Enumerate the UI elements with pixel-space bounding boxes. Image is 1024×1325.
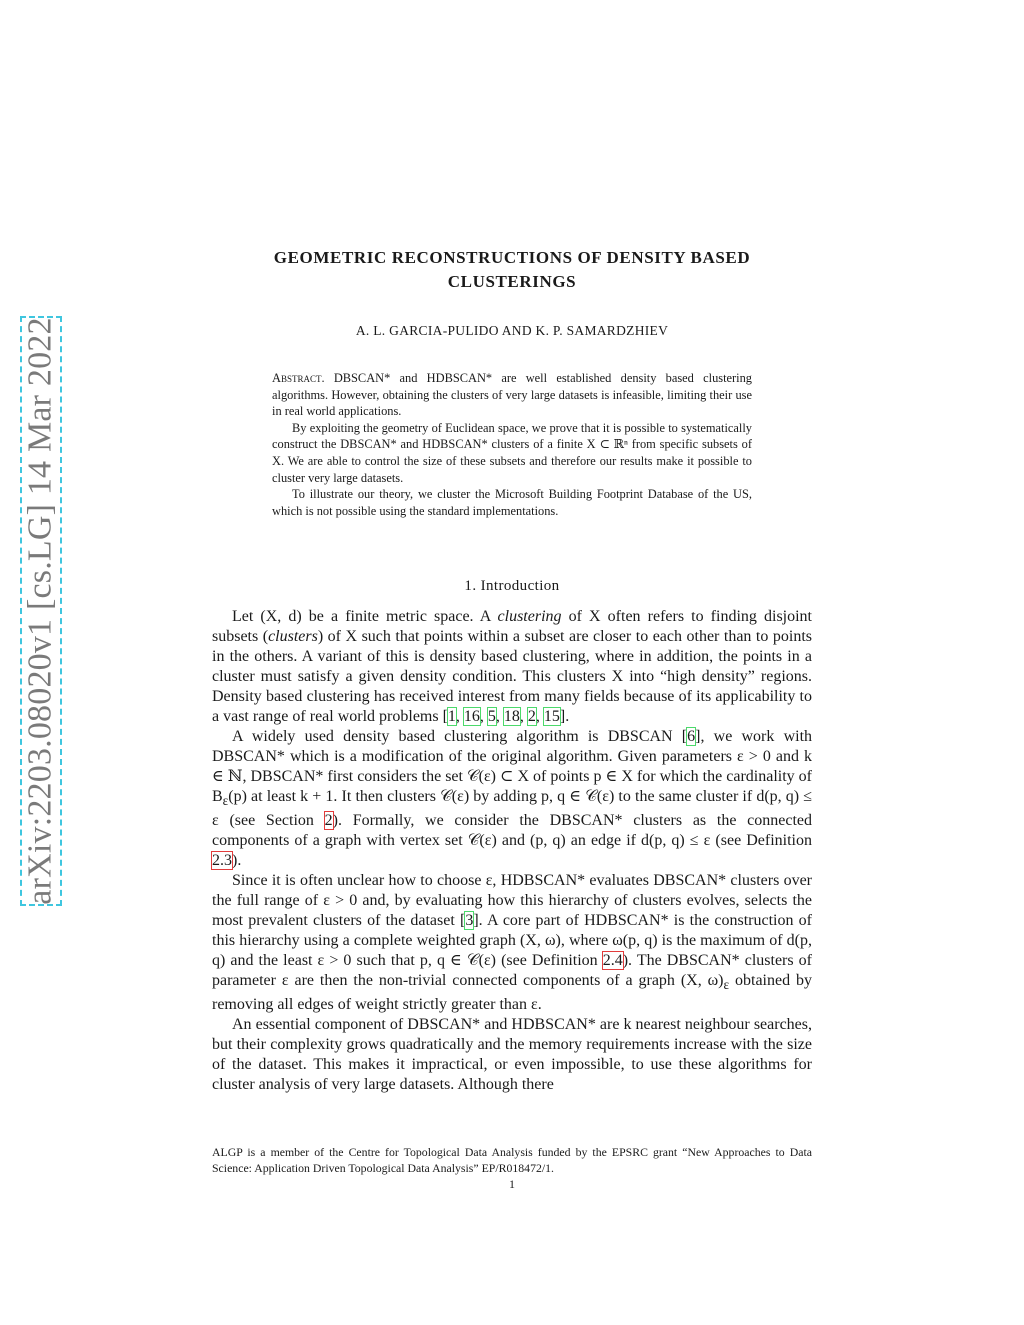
body-text-span: ], we work with DBSCAN* which is a modification of the original algorithm. Given parameters ε > 0 and k ∈ ℕ, DBSCAN* first considers the set 𝒞(ε) ⊂ X of points p ∈ X for which the cardinality of B: [212, 728, 813, 805]
body-text-span: obtained by removing all edges of weight strictly greater than ε.: [212, 972, 812, 1014]
section-link[interactable]: 2: [324, 812, 333, 830]
abstract-paragraph-3: To illustrate our theory, we cluster the Microsoft Building Footprint Database of the US, which is not possible using the standard implementations.: [272, 487, 752, 518]
citation-link[interactable]: 3: [465, 912, 474, 930]
abstract-paragraph-2: By exploiting the geometry of Euclidean space, we prove that it is possible to systematically construct the DBSCAN* and HDBSCAN* clusters of a finite X ⊂ ℝⁿ from specific subsets of X. We are able to control the size of these subsets and therefore our results make it possible to cluster very large datasets.: [272, 420, 752, 485]
arxiv-identifier-stamp: [20, 316, 62, 906]
body-text-span: ) of X such that points within a subset are closer to each other than to points in the others. A variant of this is density based clustering, where in addition, the points in a cluster must satisfy a given density condition. This clusters X into “high density” regions. Density based clustering has received interest from many fields because of its applicability to a vast range of real world problems [: [212, 628, 812, 725]
paper-authors: A. L. GARCIA-PULIDO AND K. P. SAMARDZHIEV: [355, 323, 669, 338]
footnote: ALGP is a member of the Centre for Topological Data Analysis funded by the EPSRC grant “New Approaches to Data Science: Application Driven Topological Data Analysis” EP/R018472/1.: [212, 1145, 812, 1175]
body-text-span: ). Formally, we consider the DBSCAN* clusters as the connected components of a graph with vertex set 𝒞(ε) and (p, q) an edge if d(p, q) ≤ ε (see Definition: [212, 812, 813, 850]
citation-link[interactable]: 2: [527, 708, 536, 725]
body-text-span: ].: [559, 708, 570, 725]
title-line-2: CLUSTERINGS: [447, 272, 577, 291]
body-text-span: Since it is often unclear how to choose ε, HDBSCAN* evaluates DBSCAN* clusters over the full range of ε > 0 and, by evaluating how this hierarchy of clusters evolves, selects the most prevalent clusters of the dataset [: [212, 872, 812, 930]
body-paragraph-4: An essential component of DBSCAN* and HDBSCAN* are k nearest neighbour searches, but their complexity grows quadratically and the memory requirements increase with the size of the dataset. This makes it impractical, or even impossible, to use these algorithms for cluster analysis of very large datasets. Although there: [212, 1016, 812, 1094]
abstract-paragraph-1: [272, 370, 752, 420]
body-paragraph-2: [212, 727, 812, 871]
subscript-epsilon: ε: [222, 793, 229, 809]
abstract-text-1: DBSCAN* and HDBSCAN* are well established density based clustering algorithms. However, obtaining the clusters of very large datasets is infeasible, limiting their use in real world applications.: [272, 371, 752, 419]
body-paragraph-1: Let (X, d) be a finite metric space. A clustering of X often refers to finding disjoint subsets (clusters) of X such that points within a subset are closer to each other than to points in the others. A variant of this is density based clustering, where in addition, the points in a cluster must satisfy a given density condition. This clusters X into “high density” regions. Density based clustering has received interest from many fields because of its applicability to a vast range of real world problems [1, 16, 5, 18, 2, 15].: [212, 608, 813, 725]
subscript-epsilon: ε: [723, 977, 730, 993]
paper-title: [212, 246, 812, 294]
body-text-span: A widely used density based clustering algorithm is DBSCAN [: [232, 728, 688, 745]
body-text-span: Let (X, d) be a finite metric space. A: [232, 608, 498, 625]
abstract-label: Abstract.: [272, 371, 325, 385]
title-line-1: GEOMETRIC RECONSTRUCTIONS OF DENSITY BASED: [273, 248, 751, 267]
body-text-span: ).: [232, 852, 242, 870]
citation-link[interactable]: 1: [447, 708, 456, 725]
definition-link[interactable]: 2.3: [212, 852, 232, 870]
body-text-span: ]. A core part of HDBSCAN* is the construction of this hierarchy using a complete weighted graph (X, ω), where ω(p, q) is the maximum of d(p, q) and the least ε > 0 such that p, q ∈ 𝒞(ε) (see Definition: [212, 912, 813, 970]
section-heading-introduction: 1. Introduction: [464, 578, 560, 594]
citation-link[interactable]: 15: [543, 708, 560, 725]
italic-term-clusters: clusters: [268, 628, 318, 645]
abstract: [272, 370, 752, 519]
body-text-span: (p) at least k + 1. It then clusters 𝒞(ε) by adding p, q ∈ 𝒞(ε) to the same cluster if d(p, q) ≤ ε (see Section: [212, 788, 812, 830]
body-text-span: ). The DBSCAN* clusters of parameter ε are then the non-trivial connected components of a graph (X, ω): [212, 952, 812, 990]
italic-term-clustering: clustering: [497, 608, 562, 625]
citation-link[interactable]: 6: [687, 728, 696, 745]
arxiv-id-text: arXiv:2203.08020v1 [cs.LG] 14 Mar 2022: [22, 317, 59, 905]
page-number: 1: [509, 1177, 515, 1191]
definition-link[interactable]: 2.4: [602, 952, 623, 970]
citation-link[interactable]: 5: [487, 708, 496, 725]
body-paragraph-3: [212, 871, 812, 1015]
citation-link[interactable]: 18: [503, 708, 520, 725]
citation-link[interactable]: 16: [463, 708, 480, 725]
body-text-span: of X often refers to finding disjoint subsets (: [212, 608, 813, 645]
introduction-body: [212, 607, 812, 1095]
